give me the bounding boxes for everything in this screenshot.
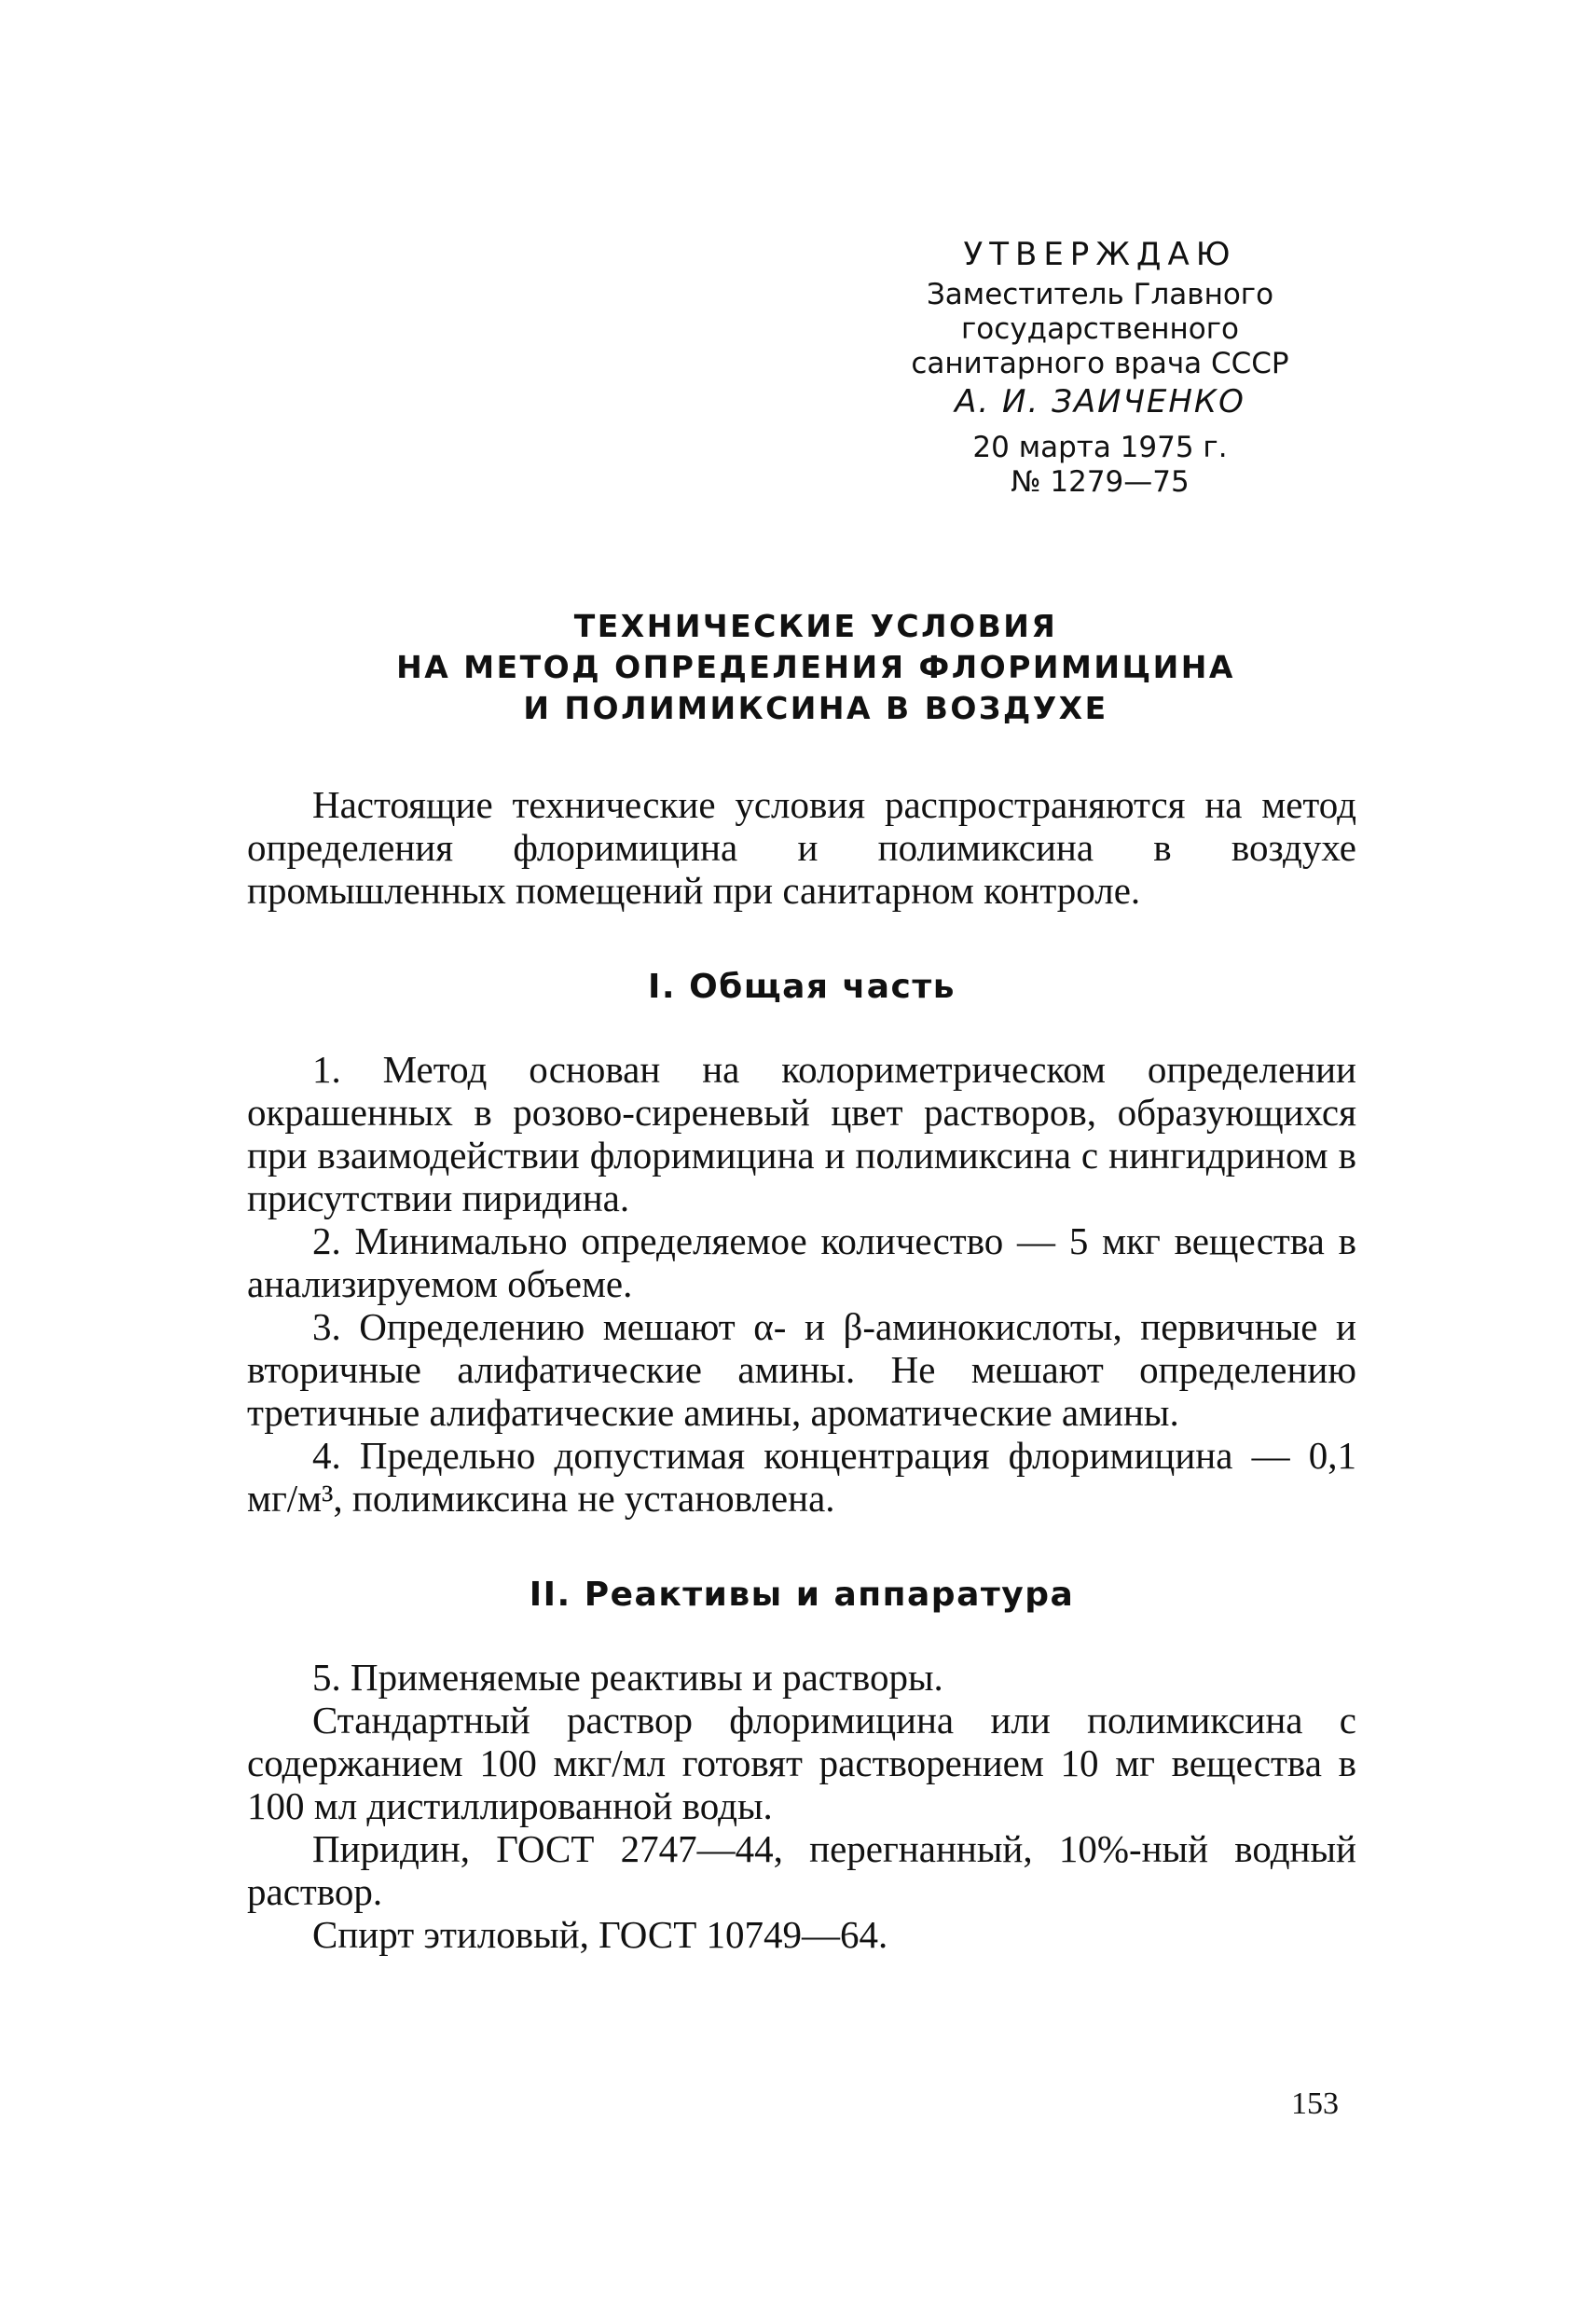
approval-header: УТВЕРЖДАЮ: [963, 236, 1237, 273]
document-body: [247, 783, 1356, 1956]
approval-block: [876, 238, 1324, 500]
section1-item-1: 1. Метод основан на колориметрическом определении окрашенных в розово-сиреневый цвет растворов, образующихся при взаимодействии флоримицина и полимиксина с нингидрином в присутствии пиридина.: [247, 1048, 1356, 1219]
section2-item-4: Спирт этиловый, ГОСТ 10749—64.: [312, 1913, 888, 1956]
document-title: [280, 606, 1352, 729]
approval-line2: государственного: [961, 312, 1239, 346]
title-line2: НА МЕТОД ОПРЕДЕЛЕНИЯ ФЛОРИМИЦИНА: [396, 649, 1235, 685]
approval-number: № 1279—75: [1011, 465, 1190, 499]
section1-item-2: 2. Минимально определяемое количество — 5 мкг вещества в анализируемом объеме.: [247, 1219, 1356, 1305]
section2-item-2: Стандартный раствор флоримицина или полимиксина с содержанием 100 мкг/мл готовят растворением 10 мг вещества в 100 мл дистиллированной воды.: [247, 1699, 1356, 1827]
page-number: 153: [1291, 2086, 1339, 2121]
approval-line3: санитарного врача СССР: [911, 347, 1289, 380]
section1-item-3: 3. Определению мешают α- и β-аминокислоты, первичные и вторичные алифатические амины. Не мешают определению третичные алифатические амины, ароматические амины.: [247, 1305, 1356, 1434]
section2-item-3: Пиридин, ГОСТ 2747—44, перегнанный, 10%-ный водный раствор.: [247, 1827, 1356, 1913]
section2-item-1: 5. Применяемые реактивы и растворы.: [312, 1656, 943, 1699]
approval-line1: Заместитель Главного: [926, 278, 1274, 311]
intro-paragraph: Настоящие технические условия распространяются на метод определения флоримицина и полимиксина в воздухе промышленных помещений при санитарном контроле.: [247, 783, 1356, 912]
approval-date: 20 марта 1975 г.: [972, 431, 1228, 464]
approval-name: А. И. ЗАИЧЕНКО: [955, 383, 1245, 420]
section2-heading: II. Реактивы и аппаратура: [529, 1576, 1075, 1614]
section1-heading: I. Общая часть: [647, 968, 956, 1006]
section1-item-4: 4. Предельно допустимая концентрация флоримицина — 0,1 мг/м³, полимиксина не установлена.: [247, 1434, 1356, 1520]
title-line1: ТЕХНИЧЕСКИЕ УСЛОВИЯ: [573, 608, 1058, 644]
title-line3: И ПОЛИМИКСИНА В ВОЗДУХЕ: [523, 690, 1108, 726]
